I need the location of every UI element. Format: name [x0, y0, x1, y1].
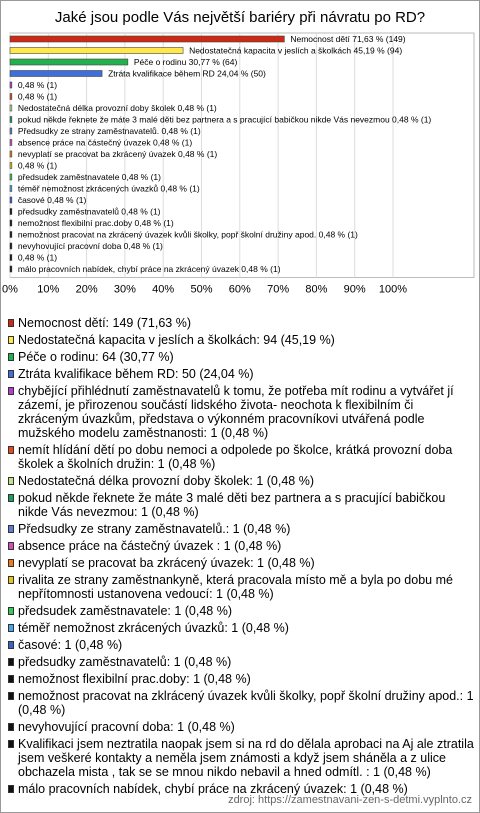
bar-label: nevyplatí se pracovat ba zkrácený úvazek 0,48 % (1): [17, 149, 218, 159]
legend-swatch: [8, 785, 14, 793]
bar-label: nemožnost flexibilní prac.doby 0,48 % (1): [17, 218, 174, 228]
legend-swatch: [8, 740, 14, 748]
source-credit: zdroj: https://zamestnavani-zen-s-detmi.vyplnto.cz: [228, 794, 472, 806]
legend-text: Předsudky ze strany zaměstnavatelů.: 1 (0,48 %): [18, 522, 291, 536]
bar-label: Nedostatečná kapacita v jeslích a školkách 45,19 % (94): [189, 45, 403, 56]
legend-item: [8, 672, 474, 686]
x-tick-label: 40%: [152, 283, 175, 296]
legend-item: [8, 573, 474, 601]
legend-text: málo pracovních nabídek, chybí práce na zkrácený úvazek: 1 (0,48 %): [18, 782, 408, 796]
bar-label: předsudek zaměstnavatele 0,48 % (1): [17, 172, 162, 182]
bar-label: 0,48 % (1): [17, 160, 58, 171]
x-tick-label: 50%: [190, 283, 213, 296]
legend-swatch: [8, 607, 14, 615]
x-tick-label: 20%: [75, 283, 98, 296]
bar: [10, 197, 12, 203]
bar-label: předsudky zaměstnavatelů 0,48 % (1): [17, 206, 161, 217]
bar-label: Předsudky ze strany zaměstnavatelů. 0,48 % (1): [17, 126, 201, 136]
legend-text: Nemocnost dětí: 149 (71,63 %): [18, 316, 192, 330]
bar-label: málo pracovních nabídek, chybí práce na zkrácený úvazek 0,48 % (1): [17, 264, 281, 274]
x-tick-label: 30%: [113, 283, 136, 296]
legend-swatch: [8, 559, 14, 567]
legend-text: Nedostatečná kapacita v jeslích a školkách: 94 (45,19 %): [18, 333, 335, 347]
x-tick-label: 90%: [343, 283, 366, 296]
legend-text: časové: 1 (0,48 %): [18, 638, 123, 652]
legend: [8, 316, 474, 799]
legend-item: [8, 737, 474, 779]
bar-label: téměř nemožnost zkrácených úvazků 0,48 % (1): [17, 183, 200, 194]
bar: [10, 128, 12, 134]
bar-label: 0,48 % (1): [17, 252, 58, 263]
legend-text: téměř nemožnost zkrácených úvazků: 1 (0,48 %): [18, 621, 289, 635]
bar-chart: [0, 0, 480, 312]
bar-label: Péče o rodinu 30,77 % (64): [133, 57, 238, 67]
bar-label: časové 0,48 % (1): [17, 195, 87, 205]
bar-label: nevyhovující pracovní doba 0,48 % (1): [17, 241, 163, 251]
bar: [10, 151, 12, 157]
bar: [10, 266, 12, 272]
bar: [10, 36, 284, 42]
bar: [10, 243, 12, 249]
legend-item: [8, 491, 474, 519]
legend-text: předsudek zaměstnavatele: 1 (0,48 %): [18, 604, 233, 618]
legend-item: [8, 384, 474, 440]
legend-text: Kvalifikaci jsem neztratila naopak jsem si na rd do dělala aprobaci na Aj ale ztratila jsem veškeré kontakty a neměla jsem známosti a když jsem sháněla a z ulice obchazela mista , tak se se mnou nikdo nebavil a hned odmítl. : 1 (0,48 %): [18, 737, 474, 779]
legend-swatch: [8, 494, 14, 502]
legend-item: [8, 316, 474, 330]
legend-item: [8, 539, 474, 553]
bar: [10, 255, 12, 261]
legend-item: [8, 689, 474, 717]
legend-item: [8, 638, 474, 652]
bar: [10, 209, 12, 215]
legend-item: [8, 621, 474, 635]
bar: [10, 71, 102, 77]
bar: [10, 105, 12, 111]
legend-swatch: [8, 675, 14, 683]
legend-swatch: [8, 624, 14, 632]
legend-text: chybějící přihlédnutí zaměstnavatelů k tomu, že potřeba mít rodinu a vytvářet jí zázemí, je přirozenou součástí lidského života- neochota k flexibilním či zkráceným úvazkům, představa o výkonném pracovníkovi utvářená podle mužského modelu zaměstnanosti: 1 (0,48 %): [18, 384, 454, 440]
legend-item: [8, 655, 474, 669]
legend-text: rivalita ze strany zaměstnankyně, která pracovala místo mě a byla po dobu mé nepřítomnosti ustanovena vedoucí: 1 (0,48 %): [18, 573, 453, 601]
chart-title: Jaké jsou podle Vás největší bariéry při návratu po RD?: [54, 9, 426, 26]
bar-label: Nedostatečná délka provozní doby školek 0,48 % (1): [17, 103, 217, 113]
legend-item: [8, 350, 474, 364]
legend-text: Ztráta kvalifikace během RD: 50 (24,04 %): [18, 367, 254, 381]
legend-text: nemožnost flexibilní prac.doby: 1 (0,48 %): [18, 672, 251, 686]
bar-label: absence práce na částečný úvazek 0,48 % (1): [17, 137, 193, 148]
legend-swatch: [8, 576, 14, 584]
legend-item: [8, 556, 474, 570]
bar: [10, 82, 12, 88]
legend-item: [8, 522, 474, 536]
x-tick-label: 0%: [2, 283, 18, 296]
legend-item: [8, 443, 474, 471]
legend-swatch: [8, 336, 14, 344]
bar: [10, 163, 12, 169]
x-tick-label: 80%: [305, 283, 328, 296]
bar-label: pokud někde řeknete že máte 3 malé děti bez partnera a s pracující babičkou nikde Vás nevezmou 0,48 % (1): [17, 114, 432, 125]
legend-text: nevyplatí se pracovat ba zkrácený úvazek: 1 (0,48 %): [18, 556, 315, 570]
legend-swatch: [8, 723, 14, 731]
bar: [10, 220, 12, 226]
bar: [10, 59, 128, 65]
legend-text: nevyhovující pracovní doba: 1 (0,48 %): [18, 720, 235, 734]
bar: [10, 186, 12, 192]
bar-label: Ztráta kvalifikace během RD 24,04 % (50): [108, 68, 266, 79]
legend-text: předsudky zaměstnavatelů: 1 (0,48 %): [18, 655, 232, 669]
legend-swatch: [8, 446, 14, 454]
x-tick-label: 60%: [228, 283, 251, 296]
legend-swatch: [8, 370, 14, 378]
x-tick-label: 100%: [378, 283, 408, 296]
legend-item: [8, 333, 474, 347]
legend-swatch: [8, 387, 14, 395]
legend-text: absence práce na částečný úvazek : 1 (0,48 %): [18, 539, 282, 553]
legend-swatch: [8, 641, 14, 649]
x-tick-label: 70%: [267, 283, 290, 296]
bar: [10, 48, 183, 54]
bar: [10, 174, 12, 180]
legend-swatch: [8, 542, 14, 550]
legend-swatch: [8, 477, 14, 485]
legend-swatch: [8, 658, 14, 666]
bar-label: 0,48 % (1): [17, 80, 58, 90]
bar: [10, 117, 12, 123]
legend-item: [8, 604, 474, 618]
legend-text: nemít hlídání dětí po dobu nemoci a odpolede po školce, krátká provozní doba školek a školních družin: 1 (0,48 %): [18, 443, 453, 471]
legend-swatch: [8, 692, 14, 700]
bar: [10, 140, 12, 146]
legend-text: Péče o rodinu: 64 (30,77 %): [18, 350, 174, 364]
legend-text: Nedostatečná délka provozní doby školek: 1 (0,48 %): [18, 474, 315, 488]
bar-label: nemožnost pracovat na zkrácený úvazek kvůli školky, popř školní družiny apod. 0,48 % (1): [17, 229, 358, 240]
bar-label: 0,48 % (1): [17, 91, 58, 102]
bar: [10, 94, 12, 100]
bar: [10, 232, 12, 238]
legend-text: pokud někde řeknete že máte 3 malé děti bez partnera a s pracující babičkou nikde Vás nevezmou: 1 (0,48 %): [18, 491, 446, 519]
legend-item: [8, 474, 474, 488]
x-tick-label: 10%: [37, 283, 60, 296]
legend-item: [8, 720, 474, 734]
legend-swatch: [8, 319, 14, 327]
bar-label: Nemocnost dětí 71,63 % (149): [290, 34, 406, 44]
legend-swatch: [8, 353, 14, 361]
legend-item: [8, 367, 474, 381]
legend-text: nemožnost pracovat na zklrácený úvazek kvůli školky, popř školní družiny apod.: 1 (0,48 %): [18, 689, 474, 717]
legend-swatch: [8, 525, 14, 533]
